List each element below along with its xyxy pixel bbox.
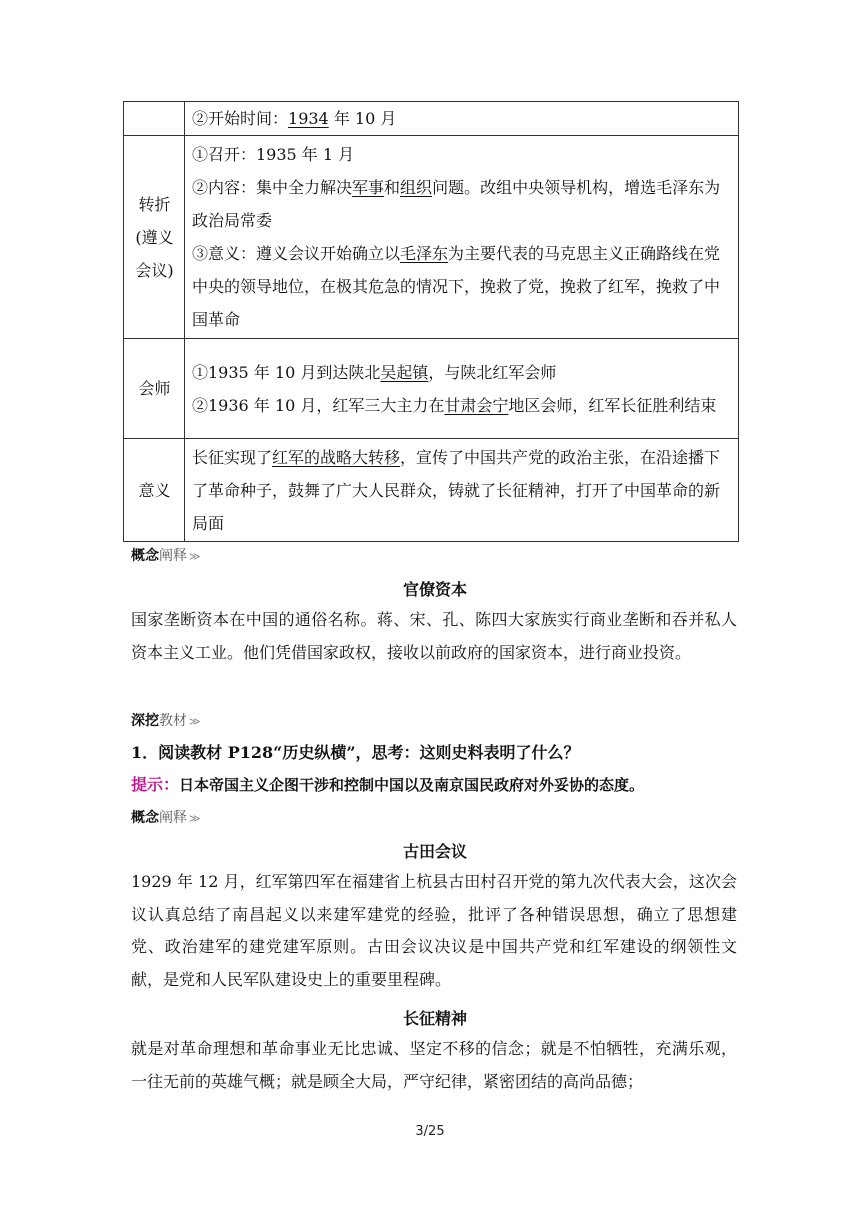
chevron-down-icon: ≫ (189, 715, 201, 728)
row-label-meeting: 会师 (124, 339, 185, 439)
row-label-significance: 意义 (124, 439, 185, 542)
tag-rest: 教材 (159, 713, 187, 729)
blank-mao: 毛泽东 (400, 244, 449, 263)
concept-title: 长征精神 (402, 1009, 467, 1028)
text-segment: ①1935 年 10 月到达陕北 (192, 362, 381, 382)
page-number: 3/25 (415, 1124, 445, 1139)
text-segment: ②1936 年 10 月，红军三大主力在 (192, 395, 445, 415)
table-row (124, 339, 739, 439)
meeting-1935 (192, 356, 732, 389)
text-segment: 长征实现了 (192, 447, 273, 467)
tag-bold: 概念 (131, 810, 159, 826)
text-segment: ，宣传了中国共产党的政治主张，在沿途播下了革命种子，鼓舞了广大人民群众，铸就了长征精神，打开了中国革命的新局面 (192, 447, 721, 533)
tag-bold: 深挖 (131, 713, 159, 729)
start-year-blank: 1934 (288, 109, 329, 128)
blank-organization: 组织 (400, 178, 433, 197)
concept-title: 古田会议 (402, 842, 467, 861)
table-row (124, 102, 739, 136)
chevron-down-icon: ≫ (189, 550, 201, 563)
concept-text: 就是对革命理想和革命事业无比忠诚、坚定不移的信念；就是不怕牺牲，充满乐观，一往无前的英雄气概；就是顾全大局，严守纪律，紧密团结的高尚品德； (131, 1039, 737, 1091)
table-row (124, 439, 739, 542)
zunyi-content (192, 171, 732, 237)
long-march-table (123, 101, 739, 542)
section-tag-concept (131, 546, 201, 567)
hint-text: 日本帝国主义企图干涉和控制中国以及南京国民政府对外妥协的态度。 (179, 776, 645, 794)
hint (131, 769, 737, 802)
text-segment: ②内容：集中全力解决 (192, 178, 353, 197)
meeting-1936 (192, 389, 732, 422)
concept-title: 官僚资本 (402, 580, 467, 599)
text-segment: ③意义：遵义会议开始确立以 (192, 244, 401, 263)
blank-wuqi: 吴起镇 (380, 362, 429, 382)
start-time-prefix: ②开始时间： (192, 109, 289, 128)
row-content (185, 136, 739, 339)
section-tag-textbook (131, 711, 201, 732)
text-segment: 和 (384, 178, 401, 197)
question-text: 1．阅读教材 P128“历史纵横”，思考：这则史料表明了什么？ (131, 743, 580, 762)
concept-text: 国家垄断资本在中国的通俗名称。蒋、宋、孔、陈四大家族实行商业垄断和吞并私人资本主义工业。他们凭借国家政权，接收以前政府的国家资本，进行商业投资。 (131, 610, 737, 662)
text-segment: 地区会师，红军长征胜利结束 (508, 395, 717, 415)
tag-bold: 概念 (131, 548, 159, 564)
section-tag-concept (131, 808, 201, 829)
tag-rest: 阐释 (159, 548, 187, 564)
text-segment: 为主要代表的马克思主义正确路线在党中央的领导地位，在极其危急的情况下，挽救了党，挽救了红军，挽救了中国革命 (192, 244, 721, 329)
hint-label: 提示： (131, 775, 180, 794)
blank-huining: 甘肃会宁 (444, 395, 509, 415)
chevron-down-icon: ≫ (189, 812, 201, 825)
row-content (185, 439, 739, 542)
text-segment: 问题。改组中央领导机构，增选毛泽东为政治局常委 (192, 178, 721, 230)
tag-rest: 阐释 (159, 810, 187, 826)
text-segment: ，与陕北红军会师 (428, 362, 557, 382)
row-content (185, 102, 739, 136)
start-time-suffix: 年 10 月 (333, 109, 397, 128)
row-label (124, 102, 185, 136)
row-label-turning-point: 转折(遵义会议) (124, 136, 185, 339)
row-content (185, 339, 739, 439)
blank-military: 军事 (352, 178, 385, 197)
concept-text: 1929 年 12 月，红军第四军在福建省上杭县古田村召开党的第九次代表大会，这次会议认真总结了南昌起义以来建军建党的经验，批评了各种错误思想，确立了思想建党、政治建军的建党建军原则。古田会议决议是中国共产党和红军建设的纲领性文献，是党和人民军队建设史上的重要里程碑。 (131, 872, 737, 989)
zunyi-time: ①召开：1935 年 1 月 (192, 145, 355, 164)
blank-strategic-transfer: 红军的战略大转移 (272, 447, 401, 467)
zunyi-significance (192, 237, 732, 336)
table-row (124, 136, 739, 339)
